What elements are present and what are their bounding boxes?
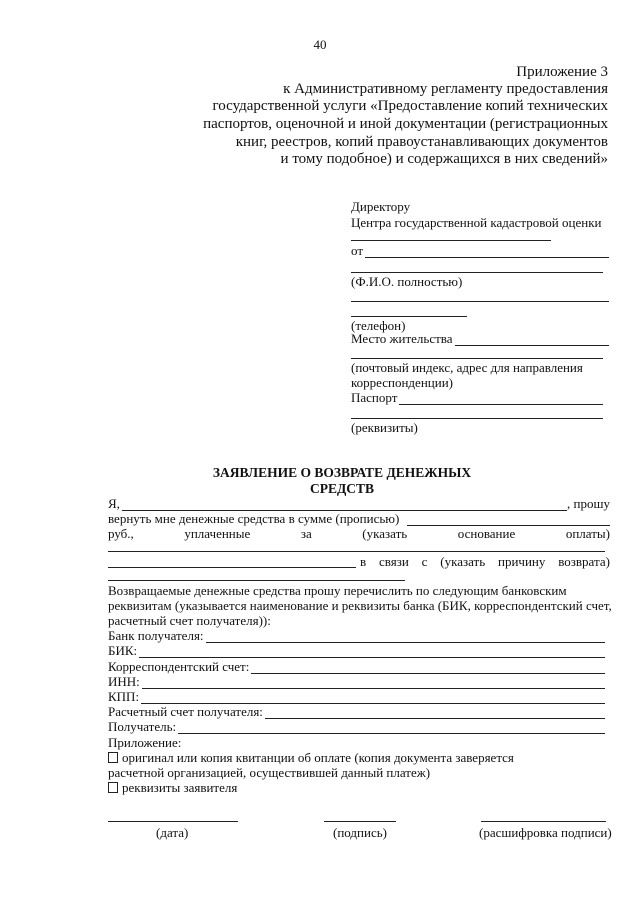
appendix-line: и тому подобное) и содержащихся в них сведений» <box>280 151 608 167</box>
postal-caption-2: корреспонденции) <box>351 375 453 390</box>
return-row <box>108 511 610 526</box>
receipt-checkbox[interactable] <box>108 752 118 763</box>
kpp-label: КПП: <box>108 689 140 704</box>
inn-label: ИНН: <box>108 674 140 689</box>
account-label: Расчетный счет получателя: <box>108 704 263 719</box>
bank-row <box>108 628 605 643</box>
corr-field[interactable] <box>251 662 605 674</box>
statement-title-2: СРЕДСТВ <box>309 481 375 496</box>
fio-line[interactable] <box>351 272 603 273</box>
option-receipt-text-2: расчетной организацией, осуществившей данный платеж) <box>108 765 431 780</box>
attachment-label: Приложение: <box>108 735 182 750</box>
reason-word: связи <box>378 554 409 569</box>
recipient-row <box>108 719 605 734</box>
kpp-field[interactable] <box>141 692 605 704</box>
inn-row <box>108 674 605 689</box>
reason-row <box>360 554 610 569</box>
kpp-row <box>108 689 605 704</box>
reason-word: возврата) <box>558 554 610 569</box>
requisites-checkbox[interactable] <box>108 782 118 793</box>
passport-line-2[interactable] <box>351 418 603 419</box>
bik-field[interactable] <box>139 646 605 658</box>
inn-field[interactable] <box>142 677 605 689</box>
sum-field[interactable] <box>407 514 610 526</box>
from-row <box>351 243 609 258</box>
payment-basis-line[interactable] <box>108 551 605 552</box>
reason-word: с <box>421 554 428 569</box>
signature-caption: (подпись) <box>333 825 387 840</box>
appendix-title: Приложение 3 <box>516 64 608 80</box>
residence-label: Место жительства <box>351 331 453 346</box>
addressee-director: Директору <box>351 199 411 214</box>
appendix-line: паспортов, оценочной и иной документации (регистрационных <box>203 116 608 132</box>
account-field[interactable] <box>265 707 605 719</box>
option-requisites-text: реквизиты заявителя <box>122 780 238 795</box>
ya-row <box>108 496 610 511</box>
appendix-line: книг, реестров, копий правоустанавливающих документов <box>235 134 608 150</box>
proshu-label: , прошу <box>567 496 610 511</box>
account-row <box>108 704 605 719</box>
passport-label: Паспорт <box>351 390 398 405</box>
date-caption: (дата) <box>156 825 189 840</box>
bank-label: Банк получателя: <box>108 628 204 643</box>
from-field[interactable] <box>365 246 609 258</box>
ya-field[interactable] <box>122 499 567 511</box>
from-label: от <box>351 243 364 258</box>
date-line[interactable] <box>108 821 238 822</box>
residence-line-2[interactable] <box>351 358 603 359</box>
requisites-caption: (реквизиты) <box>351 420 418 435</box>
reason-word: (указать <box>440 554 486 569</box>
bank-field[interactable] <box>206 631 605 643</box>
option-receipt-text: оригинал или копия квитанции об оплате (копия документа заверяется <box>122 750 514 765</box>
option-requisites <box>108 780 237 795</box>
rub-word: за <box>300 526 312 541</box>
reason-line-2[interactable] <box>108 580 405 581</box>
postal-caption: (почтовый индекс, адрес для направления <box>351 360 583 375</box>
passport-field[interactable] <box>399 393 603 405</box>
passport-row <box>351 390 603 405</box>
addressee-org: Центра государственной кадастровой оценки <box>351 215 602 230</box>
phone-line[interactable] <box>351 316 467 317</box>
fio-line-2[interactable] <box>351 301 609 302</box>
recipient-field[interactable] <box>178 722 605 734</box>
reason-word: причину <box>498 554 546 569</box>
corr-row <box>108 659 605 674</box>
residence-field[interactable] <box>455 334 609 346</box>
rub-row <box>108 526 610 541</box>
ya-label: Я, <box>108 496 120 511</box>
rub-word: руб., <box>108 526 134 541</box>
bank-intro-2: реквизитам (указывается наименование и реквизиты банка (БИК, корреспондентский счет, <box>108 598 612 613</box>
bik-row <box>108 643 605 658</box>
rub-word: основание <box>457 526 516 541</box>
fio-caption: (Ф.И.О. полностью) <box>351 274 463 289</box>
decoding-caption: (расшифровка подписи) <box>479 825 612 840</box>
corr-label: Корреспондентский счет: <box>108 659 250 674</box>
return-text: вернуть мне денежные средства в сумме (прописью) <box>108 511 400 526</box>
reason-word: в <box>360 554 367 569</box>
page-number: 40 <box>313 37 327 52</box>
rub-word: оплаты) <box>565 526 610 541</box>
appendix-line: государственной услуги «Предоставление копий технических <box>212 98 608 114</box>
rub-word: (указать <box>362 526 408 541</box>
recipient-label: Получатель: <box>108 719 177 734</box>
statement-title: ЗАЯВЛЕНИЕ О ВОЗВРАТЕ ДЕНЕЖНЫХ <box>212 465 472 480</box>
addressee-blank-line <box>351 240 551 241</box>
residence-row <box>351 331 609 346</box>
appendix-line: к Административному регламенту предоставления <box>283 81 608 97</box>
reason-line-start[interactable] <box>108 567 356 568</box>
signature-line[interactable] <box>324 821 396 822</box>
bank-intro-3: расчетный счет получателя)): <box>108 613 271 628</box>
bik-label: БИК: <box>108 643 138 658</box>
phone-caption: (телефон) <box>351 318 406 333</box>
decoding-line[interactable] <box>481 821 606 822</box>
bank-intro: Возвращаемые денежные средства прошу перечислить по следующим банковским <box>108 583 567 598</box>
rub-word: уплаченные <box>184 526 251 541</box>
option-receipt <box>108 750 514 765</box>
